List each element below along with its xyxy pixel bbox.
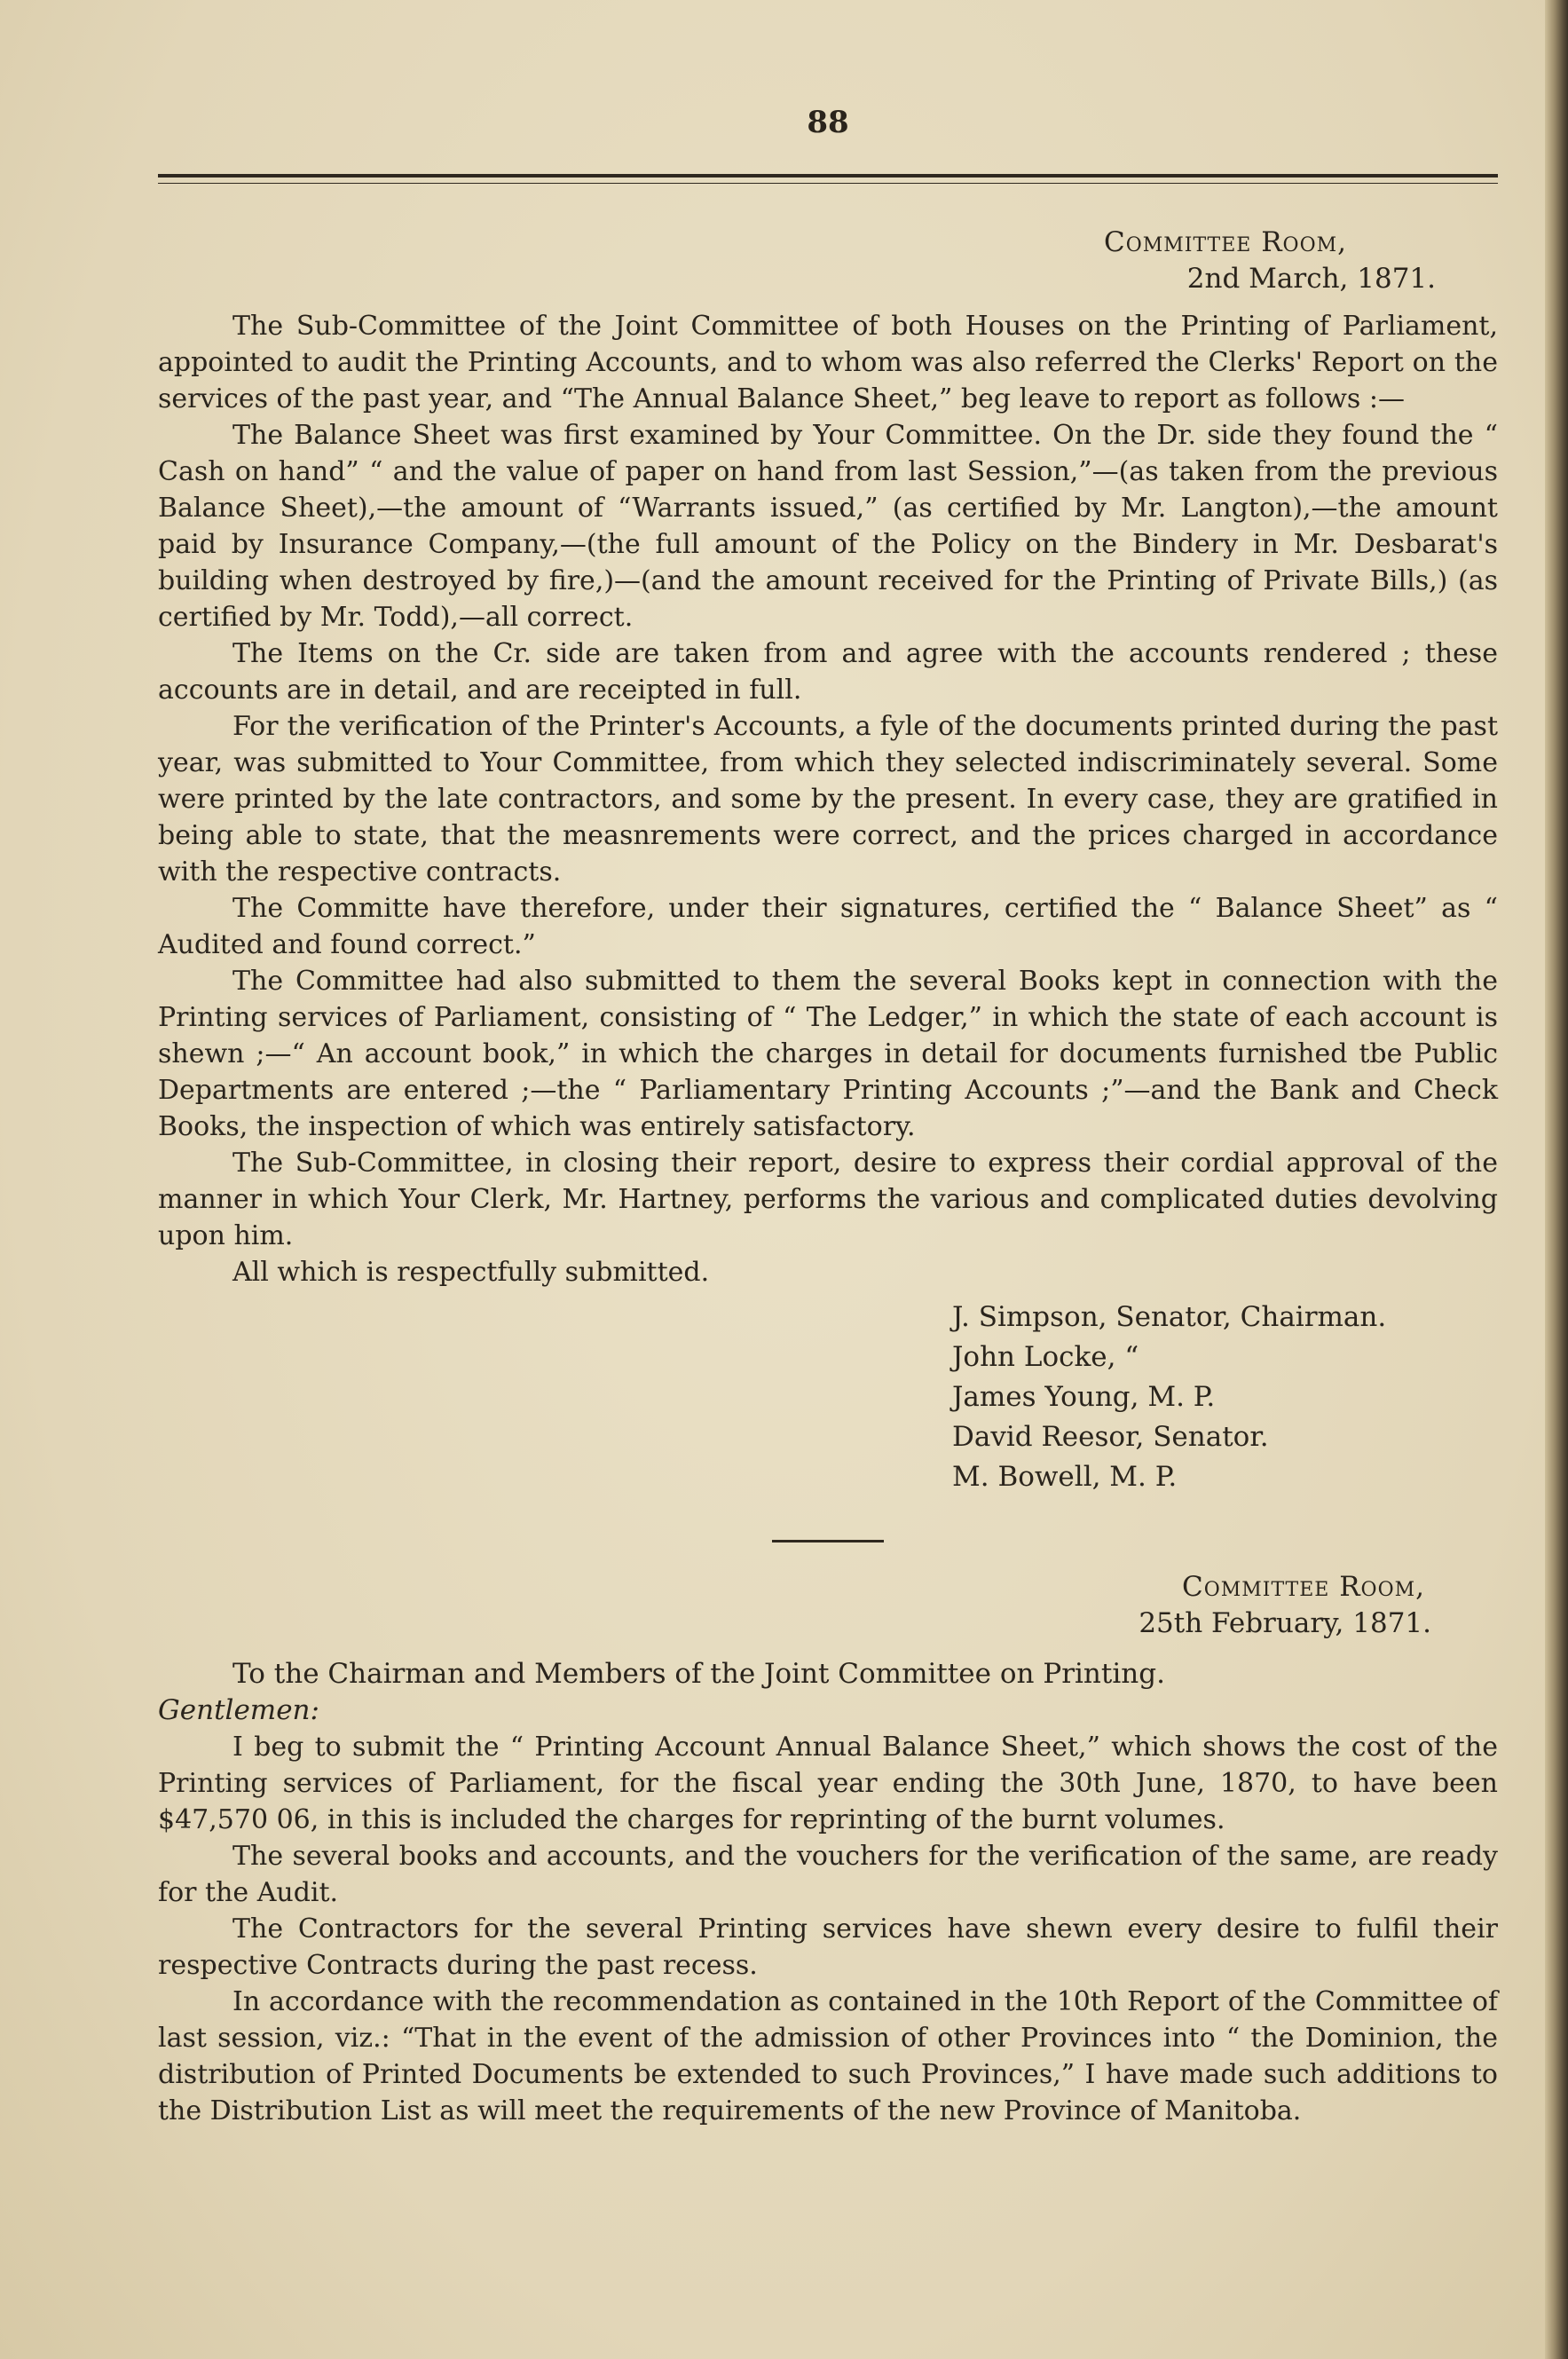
first-report-paragraph-2: The Balance Sheet was first examined by Your Committee. On the Dr. side they found the “ Cash on hand” “ and the value of paper on hand from last Session,”—(as taken from the previous Balance Sheet),—the amount of “Warrants issued,” (as certified by Mr. Langton),—the amount paid by Insurance Company,—(the full amount of the Policy on the Bindery in Mr. Desbarat's building when destroyed by fire,)—(and the amount received for the Printing of Private Bills,) (as certified by Mr. Todd),—all correct. xyxy=(158,420,1498,633)
first-report xyxy=(158,225,1498,1497)
first-report-paragraph-4: For the verification of the Printer's Accounts, a fyle of the documents printed during the past year, was submitted to Your Committee, from which they selected indiscriminately several. Some were printed by the late contractors, and some by the present. In every case, they are gratified in being able to state, that the measnrements were correct, and the prices charged in accordance with the respective contracts. xyxy=(158,711,1498,888)
first-report-paragraph-5: The Committe have therefore, under their signatures, certified the “ Balance Sheet” as “ Audited and found correct.” xyxy=(158,893,1498,960)
first-report-paragraph-1: The Sub-Committee of the Joint Committee of both Houses on the Printing of Parliament, appointed to audit the Printing Accounts, and to whom was also referred the Clerks' Report on the services of the past year, and “The Annual Balance Sheet,” beg leave to report as follows :— xyxy=(158,311,1498,414)
first-report-paragraph-3: The Items on the Cr. side are taken from and agree with the accounts rendered ; these accounts are in detail, and are receipted in full. xyxy=(158,638,1498,706)
first-report-place: Committee Room, xyxy=(1103,226,1347,258)
first-report-paragraph-6: The Committee had also submitted to them the several Books kept in connection with the Printing services of Parliament, consisting of “ The Ledger,” in which the state of each account is shewn ;—“ An account book,” in which the charges in detail for documents furnished tbe Public Departments are entered ;—the “ Parliamentary Printing Accounts ;”—and the Bank and Check Books, the inspection of which was entirely satisfactory. xyxy=(158,966,1498,1142)
page-content xyxy=(158,105,1498,2129)
header-rule-thin xyxy=(158,183,1498,184)
second-report-heading xyxy=(158,1569,1498,1642)
signature-block xyxy=(952,1298,1498,1497)
first-report-paragraph-8: All which is respectfully submitted. xyxy=(232,1257,710,1288)
second-report-paragraph-1: I beg to submit the “ Printing Account Annual Balance Sheet,” which shows the cost of the Printing services of Parliament, for the fiscal year ending the 30th June, 1870, to have been $47,570 06, in this is included the charges for reprinting of the burnt volumes. xyxy=(158,1732,1498,1835)
second-report xyxy=(158,1569,1498,2129)
first-report-heading xyxy=(158,225,1498,297)
signature-line: M. Bowell, M. P. xyxy=(952,1461,1178,1493)
page-number: 88 xyxy=(807,105,849,140)
first-report-date: 2nd March, 1871. xyxy=(1186,263,1436,295)
header-rule xyxy=(158,174,1498,184)
signature-line: J. Simpson, Senator, Chairman. xyxy=(952,1301,1387,1333)
first-report-paragraph-7: The Sub-Committee, in closing their report, desire to express their cordial approval of the manner in which Your Clerk, Mr. Hartney, performs the various and complicated duties devolving upon him. xyxy=(158,1148,1498,1251)
second-report-paragraph-4: In accordance with the recommendation as contained in the 10th Report of the Committee of last session, viz.: “That in the event of the admission of other Provinces into “ the Dominion, the distribution of Printed Documents be extended to such Provinces,” I have made such additions to the Distribution List as will meet the requirements of the new Province of Manitoba. xyxy=(158,1986,1498,2126)
second-report-paragraph-3: The Contractors for the several Printing services have shewn every desire to fulfil their respective Contracts during the past recess. xyxy=(158,1913,1498,1981)
signature-line: John Locke, “ xyxy=(952,1341,1139,1373)
second-report-place: Committee Room, xyxy=(1181,1571,1425,1603)
second-report-salutation: Gentlemen: xyxy=(158,1694,319,1726)
header-rule-thick xyxy=(158,174,1498,178)
second-report-address: To the Chairman and Members of the Joint Committee on Printing. xyxy=(232,1658,1165,1690)
signature-line: James Young, M. P. xyxy=(952,1381,1216,1413)
second-report-date: 25th February, 1871. xyxy=(1139,1607,1431,1639)
second-report-paragraph-2: The several books and accounts, and the vouchers for the verification of the same, are ready for the Audit. xyxy=(158,1841,1498,1908)
section-divider xyxy=(772,1540,884,1542)
signature-line: David Reesor, Senator. xyxy=(952,1421,1269,1453)
book-spine-shadow xyxy=(1545,0,1568,2359)
